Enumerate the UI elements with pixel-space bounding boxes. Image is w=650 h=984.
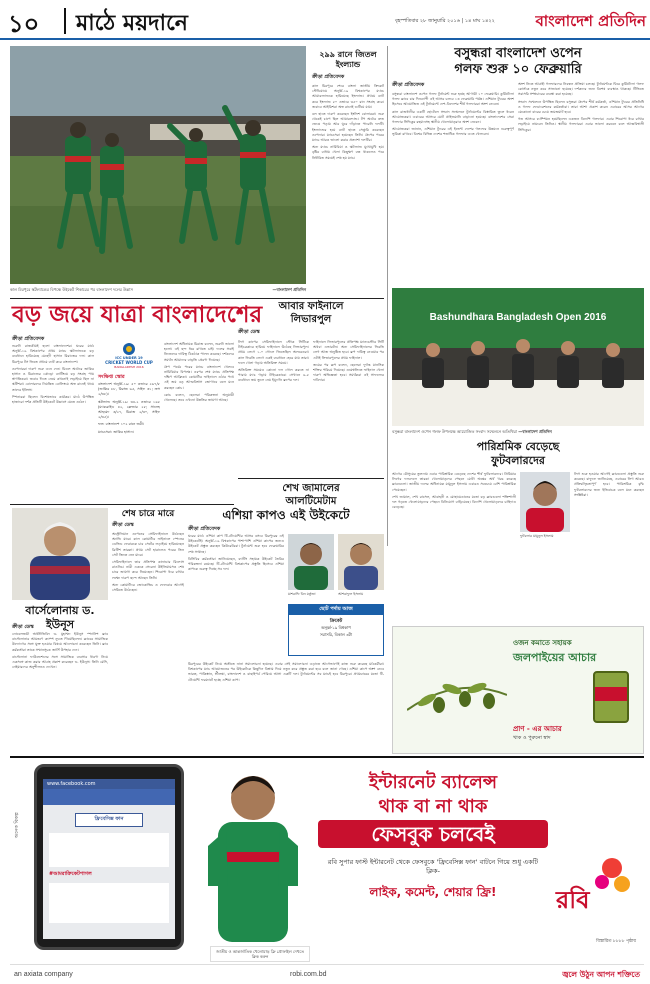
golf-col-2: [518, 82, 644, 298]
pickle-ad-tagline: প্রাণ - এর আচার: [513, 725, 562, 733]
column-rule: [387, 46, 388, 546]
phone-post-2: [49, 883, 169, 923]
phone-hashtag: #আমরাক্রিকেটপাগল: [49, 871, 92, 877]
page-header: [0, 0, 650, 40]
rule: [238, 478, 384, 479]
phone-fb-bar: [43, 789, 175, 805]
robi-brand: রবি: [556, 885, 590, 914]
football-body-2: লিগ শুরু হওয়ার আগেই ক্লাবগুলো প্রস্তুতি শুরু করেছে। বাফুফে জানিয়েছে, এবারের লিগ আরও প্রতিদ্বন্দ্বিতাপূর্ণ হবে। পারিশ্রমিক বৃদ্ধি ফুটবলারদের জন্য ইতিবাচক বলে মনে করছেন সংশ্লিষ্টরা।: [574, 472, 644, 497]
pickle-ad-brand-text: জলপাইয়ের আচার: [513, 651, 597, 664]
header-divider: [64, 8, 66, 34]
robi-headline-3: ফেসবুক চলবেই: [318, 820, 548, 848]
u19-world-cup-logo: [98, 342, 160, 372]
phone-screen: [43, 779, 175, 939]
issue-date: বৃহস্পতিবার ২৮ জানুয়ারি ২০১৬ | ১৪ মাঘ ১৪২২: [395, 18, 495, 24]
football-body-1: আগের মৌসুমের তুলনায় এবার পারিশ্রমিক বেড়েছে দেশের শীর্ষ ফুটবলারদের। প্রিমিয়ার লিগের দলবদলে তারকা খেলোয়াড়দের পেছনে মোটা অঙ্কের অর্থ খরচ করেছে ক্লাবগুলো। জাতীয় দলের অধিনায়ক মামুনুল ইসলাম এবারও সবচেয়ে বেশি পারিশ্রমিক পেয়েছেন। শেখ জামাল, শেখ রাসেল, আবাহনী ও মোহামেডানের মতো বড় ক্লাবগুলো শক্তিশালী দল গড়তে খেলোয়াড়দের পেছনে বিনিয়োগ বাড়িয়েছে। বিদেশি খেলোয়াড়দের চাহিদাও বেড়েছে।: [392, 472, 516, 510]
robi-logo: [556, 854, 634, 918]
phone-url-bar: www.facebook.com: [43, 779, 175, 789]
asiacup-body-2: মিরপুরের উইকেট নিয়ে অতীতে নানা সমালোচনা হয়েছে। এবার সেই সমালোচনা এড়াতে আগেভাগেই কাজ শুরু করেছে মাঠকর্মীরা। বিশ্বকাপের ম্যাচ আয়োজনের পর উইকেটকে কিছুদিন বিশ্রাম দিয়ে নতুন করে প্রস্তুত করা হবে বলে জানা গেছে। এশিয়া কাপে অংশ নেবে ভারত, পাকিস্তান, শ্রীলঙ্কা, বাংলাদেশ ও বাছাইপর্ব পেরিয়ে আসা একটি দল। টুর্নামেন্টের সব ম্যাচই হবে মিরপুরে। প্রথমবারের মতো টি-টোয়েন্টি ফরম্যাটে হচ্ছে এশিয়া কাপ।: [188, 662, 384, 682]
tv-schedule-box: [288, 604, 384, 656]
golf-press-photo: [392, 288, 644, 426]
scorebox-title: সংক্ষিপ্ত স্কোর: [98, 374, 125, 380]
yunus-headline: বার্সেলোনায় ড. ইউনূস: [25, 604, 95, 631]
cricket-photo-caption-text: কাল মিরপুরে স্কটল্যান্ডের বিপক্ষে উইকেট শিকারের পর বাংলাদেশ দলের উল্লাস: [10, 287, 133, 292]
robi-slogan: জ্বলে উঠুন আপন শক্তিতে: [562, 970, 640, 979]
story-last4: [112, 508, 184, 680]
tv-box-title: ছোট পর্দায় আজ: [289, 605, 383, 615]
football-headline-1: পারিশ্রমিক বেড়েছে: [476, 440, 560, 453]
pickle-ad-top-text: ওজন কমাতে সহায়ক: [513, 639, 572, 647]
golf-headline-1: বসুন্ধরা বাংলাদেশ ওপেন: [454, 46, 582, 61]
pickle-jar: [593, 671, 629, 723]
golf-photo-caption: [392, 429, 644, 434]
story-asiacup: [188, 508, 384, 537]
robi-fineprint: বিস্তারিত ৮৮৮৮ পৃষ্ঠায়: [596, 939, 636, 944]
rule: [10, 504, 234, 505]
story-ireland: [312, 46, 384, 298]
asiacup-byline: ক্রীড়া প্রতিবেদক: [188, 526, 221, 532]
logo-mid: CRICKET WORLD CUP: [105, 360, 153, 365]
football-headline-2: ফুটবলারদের: [491, 454, 545, 467]
asiacup-body-1: ঘরের মাঠে এশিয়া কাপ টি-টোয়েন্টির আসর বসবে মিরপুরের এই উইকেটেই। অনূর্ধ্ব-১৯ বিশ্বকাপের পাশাপাশি এশিয়া কাপের জন্যও উইকেট প্রস্তুত করছেন কিউরেটররা। টুর্নামেন্ট শুরু হবে ফেব্রুয়ারির শেষ সপ্তাহে। বিসিবির কর্মকর্তারা জানিয়েছেন, ব্যাটিং সহায়ক উইকেট তৈরির পরিকল্পনা রয়েছে। টি-টোয়েন্টি বিশ্বকাপের প্রস্তুতি হিসেবে এশিয়া কাপকে গুরুত্ব দিচ্ছে সব দল।: [188, 534, 284, 572]
story-ireland-byline: ক্রীড়া প্রতিবেদক: [312, 74, 345, 80]
asiacup-headline: এশিয়া কাপও এই উইকেটে: [222, 508, 350, 522]
cricket-celebration-photo: [10, 46, 306, 284]
liverpool-body-1: লিগ কাপের সেমিফাইনালে স্টোক সিটিকে টাইব্রেকারে হারিয়ে ফাইনালে উঠেছে লিভারপুল। প্রথম লেগে ১-০ গোলে জিতেছিল অলরেডরা। কাল ফিরতি লেগে একই ব্যবধানে হেরে যায় তারা। ফলে খেলা গড়ায় অতিরিক্ত সময়ে। অতিরিক্ত সময়েও কোনো দল গোল করতে না পারায় ম্যাচ গড়ায় টাইব্রেকারে। সেখানে ৬-৫ ব্যবধানে জয় তুলে নেয় ইয়ুর্গেন ক্লপের দল।: [238, 340, 309, 383]
page-number: ১০: [8, 9, 40, 38]
golf-photo-credit: —বাংলাদেশ প্রতিদিন: [518, 429, 552, 434]
olive-branch-icon: [407, 655, 507, 725]
asiacup-photo-2: [338, 534, 384, 590]
jamal-headline-2: আলটিমেটাম: [285, 496, 337, 507]
cricketer-figure: [198, 766, 308, 942]
story-ireland-headline: ২৯৯ রানে জিতল ইংল্যান্ড: [319, 50, 377, 69]
asiacup-photo-1-caption: মাশরাফি বিন মর্তুজা: [288, 592, 316, 596]
main-body-col-1: শুরুটা রাজকীয়ই হলো বাংলাদেশের। ঘরের মাঠে অনূর্ধ্ব-১৯ বিশ্বকাপের প্রথম ম্যাচে স্কটল্যান্ডকে বড় ব্যবধানে হারিয়েছে মেহেদী হাসান মিরাজের দল। কাল মিরপুরে টস জিতে প্রথমে ব্যাট করে বাংলাদেশ। ওপেনাররা দারুণ শুরু এনে দেন। মিডল অর্ডারে জাকির হাসান ও মিরাজের ঝোড়ো ব্যাটিংয়ে বড় সংগ্রহ পায় স্বাগতিকরা। জবাব দিতে নেমে কখনোই লড়াইয়ে ছিল না স্কটিশরা। বোলারদের নিয়ন্ত্রিত বোলিংয়ে অল্প রানেই থামে তাদের ইনিংস। স্পিনাররা ছিলেন বিশেষভাবে কার্যকর। মাঠে উপস্থিত হাজারো দর্শক প্রতিটি উইকেটে উল্লাসে মেতে ওঠেন।: [12, 344, 94, 405]
asiacup-photo-2-caption: আশরাফুল ইসলাম: [338, 592, 364, 596]
scorebox-body: বাংলাদেশ অনূর্ধ্ব-১৯: ৫০ ওভারে ২৬৭/৮ (জাকির ৮৮, মিরাজ ৬৫, সাইফ ৩১; ক্রস ২/৩৮)। স্কটল্যান্ড অনূর্ধ্ব-১৯: ৩৪.২ ওভারে ১৬৫ (ম্যাকব্রাইড ৪২, ফ্রেজার ২৮; সালেহ আহমেদ ৩/২৭, মিরাজ ২/৩০, সাইফ ২/৩৫)। ফল: বাংলাদেশ ১০২ রানে জয়ী। ম্যাচসেরা: জাকির হাসান।: [98, 382, 160, 434]
logo-bot: BANGLADESH 2016: [114, 365, 144, 369]
golf-col-1: [392, 82, 514, 298]
phone-mockup: [34, 764, 184, 950]
pickle-ad[interactable]: [392, 626, 644, 754]
masthead: বাংলাদেশ প্রতিদিন: [535, 12, 646, 30]
tv-box-line-3: সরাসরি, বিকাল ৩টা: [319, 632, 353, 637]
robi-badge: জাতীয় ও আন্তর্জাতিক খেলোয়াড় ফ্রি প্রোফাইল দেখতে ক্লিক করুন: [210, 946, 310, 962]
last4-body: অস্ট্রেলিয়ান ওপেনের সেমিফাইনালে উঠেছেন অ্যান্ডি মারে। কাল কোয়ার্টার ফাইনালে স্পেনের ডেভিড ফেরারকে চার সেটের লড়াইয়ে হারিয়েছেন ব্রিটিশ তারকা। প্রথম সেট হারালেও পরের তিন সেট জিতে নেন মারে। সেমিফাইনালে তার প্রতিপক্ষ কানাডার মিলোস রাওনিচ। নারী এককে সেরেনা উইলিয়ামসও শেষ চারে জায়গা করে নিয়েছেন। শিরোপা ধরে রাখার লক্ষ্যে দারুণ ছন্দে আছেন তিনি। অন্য কোয়ার্টারে জোকোভিচ ও ফেদেরার আগেই সেমিতে উঠেছেন।: [112, 532, 184, 593]
golf-body-1: বসুন্ধরা বাংলাদেশ ওপেন গলফ টুর্নামেন্ট শুরু হচ্ছে আগামী ১০ ফেব্রুয়ারি। কুর্মিটোলা গলফ ক্লাবে চার দিনব্যাপী এই আসর চলবে ১৩ ফেব্রুয়ারি পর্যন্ত। এশিয়ান ট্যুরের অংশ হিসেবে আয়োজিত এই টুর্নামেন্টে দেশ-বিদেশের শীর্ষ গলফাররা অংশ নেবেন। কাল রাজধানীর একটি হোটেলে সংবাদ সম্মেলনে টুর্নামেন্টের বিস্তারিত তুলে ধরেন আয়োজকরা। এবারের আসরে মোট প্রাইজমানি বাড়ানো হয়েছে। বাংলাদেশের সেরা গলফার সিদ্দিকুর রহমানসহ স্থানীয় খেলোয়াড়রাও অংশ নেবেন। আয়োজকরা জানান, এশিয়ান ট্যুরের এই ইভেন্ট দেশের গলফের উন্নয়নে গুরুত্বপূর্ণ ভূমিকা রাখবে। বিশ্বের বিভিন্ন দেশের শতাধিক গলফার এতে খেলবেন।: [392, 92, 514, 137]
liverpool-body-2: ফাইনালে লিভারপুলের প্রতিপক্ষ ম্যানচেস্টার সিটি অথবা এভারটন। অন্য সেমিফাইনালের ফিরতি লেগ আজ অনুষ্ঠিত হবে। ক্লপ দায়িত্ব নেওয়ার পর এটাই লিভারপুলের প্রথম ফাইনাল। জয়ের পর ক্লপ বলেন, ছেলেরা দুর্দান্ত মানসিক শক্তির পরিচয় দিয়েছে। ওয়েম্বলিতে ফাইনাল খেলা দারুণ অভিজ্ঞতা হবে। সমর্থকরা এই সাফল্যের দাবিদার।: [313, 340, 384, 383]
golf-banner-text: Bashundhara Bangladesh Open 2016: [429, 312, 607, 323]
main-headline: বড় জয়ে যাত্রা বাংলাদেশের: [12, 301, 263, 328]
liverpool-headline-1: আবার ফাইনালে: [278, 301, 344, 312]
logo-top: ICC UNDER 19: [115, 356, 143, 360]
phone-post: [49, 833, 169, 867]
scorebox: [98, 374, 160, 504]
yunus-photo: [12, 508, 108, 600]
last4-headline: শেষ চারে মারে: [121, 509, 175, 519]
main-body-col-3: বাংলাদেশ অধিনায়ক মিরাজ বলেন, শুরুটা ভালো হলো। এই ছন্দ ধরে রাখতে চাই। দলের সবাই নিজেদের দায়িত্ব ঠিকঠাক পালন করেছে। দর্শকদের সমর্থন আমাদের বাড়তি প্রেরণা দিয়েছে। গ্রুপ পর্বের পরের ম্যাচে বাংলাদেশ খেলবে নামিবিয়ার বিপক্ষে। এরপর শেষ ম্যাচে প্রতিপক্ষ দক্ষিণ আফ্রিকা। কোয়ার্টার ফাইনালে ওঠার পথে এই জয় বড় আত্মবিশ্বাস জোগাবে বলে মনে করছেন কোচ। কোচ বলেন, ছেলেরা পরিকল্পনা অনুযায়ী খেলেছে। তবে এখনো উন্নতির জায়গা আছে।: [164, 342, 234, 403]
robi-side-text: অনেক বিকল্প: [14, 812, 20, 838]
robi-headline-2: থাক বা না থাক: [378, 796, 488, 817]
tv-box-line-1: ক্রিকেট: [329, 619, 343, 624]
story-ireland-body: কাল মিরপুরে শেরে বাংলা জাতীয় ক্রিকেট স্টেডিয়ামে অনূর্ধ্ব-১৯ বিশ্বকাপের ম্যাচে আয়ারল্যান্ডকে হারিয়েছে ইংল্যান্ড। প্রথমে ব্যাট করে ইংল্যান্ড ৫০ ওভারে ৩৫০ রান সংগ্রহ করে। জবাবে আইরিশরা অল্প রানেই গুটিয়ে যায়। বল হাতে দারুণ করেছেন ইংলিশ বোলাররা। শুরু থেকেই চাপে ছিল আয়ারল্যান্ড। টপ অর্ডার দ্রুত ভেঙে পড়ায় আর ঘুরে দাঁড়াতে পারেনি দলটি। ইংল্যান্ডের হয়ে ব্যাট হাতে সেঞ্চুরি করেছেন ওপেনার। ম্যাচসেরা হয়েছেন তিনি। গ্রুপের পরের ম্যাচে আরও ভালো করার প্রত্যাশা দলটির। অন্য ম্যাচে নামিবিয়া ও স্কটল্যান্ড মুখোমুখি হয়। বৃষ্টির বাধায় খেলা কিছুক্ষণ বন্ধ থাকলেও পরে নির্ধারিত সময়েই শেষ হয় ম্যাচ।: [312, 84, 384, 160]
liverpool-byline: ক্রীড়া ডেস্ক: [238, 329, 260, 335]
section-title: মাঠে ময়দানে: [76, 10, 188, 36]
jamal-headline-1: শেখ জামালের: [282, 483, 340, 494]
robi-body-text: রবি সুপার ফাস্ট ইন্টারনেট থেকে ফেসবুকে 'ফ্রিবেসিক্স ফান' বাটনে গিয়ে শুধু একটি ক্লিক-: [327, 858, 539, 875]
story-golf: [392, 46, 644, 298]
footballer-photo: [520, 472, 570, 532]
cricket-photo-caption: [10, 287, 306, 292]
golf-body-2: অংশ নিতে আগ্রহী গলফারদের নিবন্ধন প্রক্রিয়া চলছে। টুর্নামেন্টকে ঘিরে কুর্মিটোলা গলফ কোর্সকে নতুন করে সাজানো হয়েছে। দর্শকদের জন্য বিশেষ ব্যবস্থাও থাকছে। টিভিতে সরাসরি সম্প্রচারের ব্যবস্থা করা হয়েছে। সংবাদ সম্মেলনে উপস্থিত ছিলেন বসুন্ধরা গ্রুপের শীর্ষ কর্মকর্তা, এশিয়ান ট্যুরের প্রতিনিধি ও গলফ ফেডারেশনের কর্মকর্তারা। তারা আশা প্রকাশ করেন এবারের আসর আগের যেকোনো বারের চেয়ে জমজমাট হবে। গত আসরে চ্যাম্পিয়ন হয়েছিলেন একজন বিদেশি গলফার। এবার শিরোপা ধরে রাখার লড়াইয়ে নামবেন তিনিও। স্থানীয় গলফাররা এবার ভালো করবেন বলে আত্মবিশ্বাসী সিদ্দিকুর।: [518, 82, 644, 132]
tv-box-line-2: অনূর্ধ্ব-১৯ বিশ্বকাপ: [321, 625, 351, 630]
robi-headline-1: ইন্টারনেট ব্যালেন্স: [369, 772, 497, 793]
last4-byline: ক্রীড়া ডেস্ক: [112, 522, 134, 528]
robi-cta[interactable]: লাইক, কমেন্ট, শেয়ার ফ্রি!: [369, 885, 497, 899]
cricket-photo-credit: —বাংলাদেশ প্রতিদিন: [272, 287, 306, 292]
robi-bottom-strip: [10, 964, 644, 984]
robi-ad[interactable]: [10, 756, 644, 984]
asiacup-photo-1: [288, 534, 334, 590]
golf-columns: [392, 82, 644, 298]
pickle-ad-sub-tagline: খাক ও পুরুনো স্বাদ: [513, 735, 551, 741]
liverpool-headline-2: লিভারপুল: [290, 314, 332, 325]
story-jamal: [238, 482, 384, 508]
golf-photo-caption-text: বসুন্ধরা বাংলাদেশ ওপেন গলফ উপলক্ষে আয়োজিত সংবাদ সম্মেলনে অতিথিরা: [392, 429, 517, 434]
yunus-body: নোবেলজয়ী অর্থনীতিবিদ ড. মুহাম্মদ ইউনূস স্প্যানিশ ক্লাব বার্সেলোনার আমন্ত্রণে ক্যাম্প ন্যুতে গিয়েছিলেন। ক্লাবের সামাজিক উদ্যোগের সঙ্গে যুক্ত হওয়ার বিষয়ে আলোচনা করেছেন তিনি। ক্লাব কর্মকর্তারা তাকে সম্মানসূচক জার্সি উপহার দেন। বার্সেলোনা ফাউন্ডেশনের সঙ্গে সামাজিক ব্যবসার ধারণা নিয়ে একসঙ্গে কাজ করার আগ্রহ প্রকাশ করেছেন ড. ইউনূস। তিনি মেসি, নেইমারদের অনুশীলনও দেখেন।: [12, 632, 108, 670]
golf-byline: ক্রীড়া প্রতিবেদক: [392, 82, 425, 88]
robi-axiata: an axiata company: [14, 971, 73, 978]
yunus-byline: ক্রীড়া ডেস্ক: [12, 624, 34, 630]
rule: [10, 298, 384, 299]
story-football: [392, 440, 644, 468]
robi-website[interactable]: robi.com.bd: [290, 971, 327, 978]
phone-fb-button[interactable]: ফ্রিবেসিক্স ফান: [75, 813, 143, 827]
footballer-photo-caption: ফুটবলার মামুনুল ইসলাম: [520, 534, 554, 538]
golf-headline-2: গলফ শুরু ১০ ফেব্রুয়ারি: [454, 62, 582, 77]
trophy-icon: [122, 342, 136, 356]
main-byline: ক্রীড়া প্রতিবেদক: [12, 336, 45, 342]
